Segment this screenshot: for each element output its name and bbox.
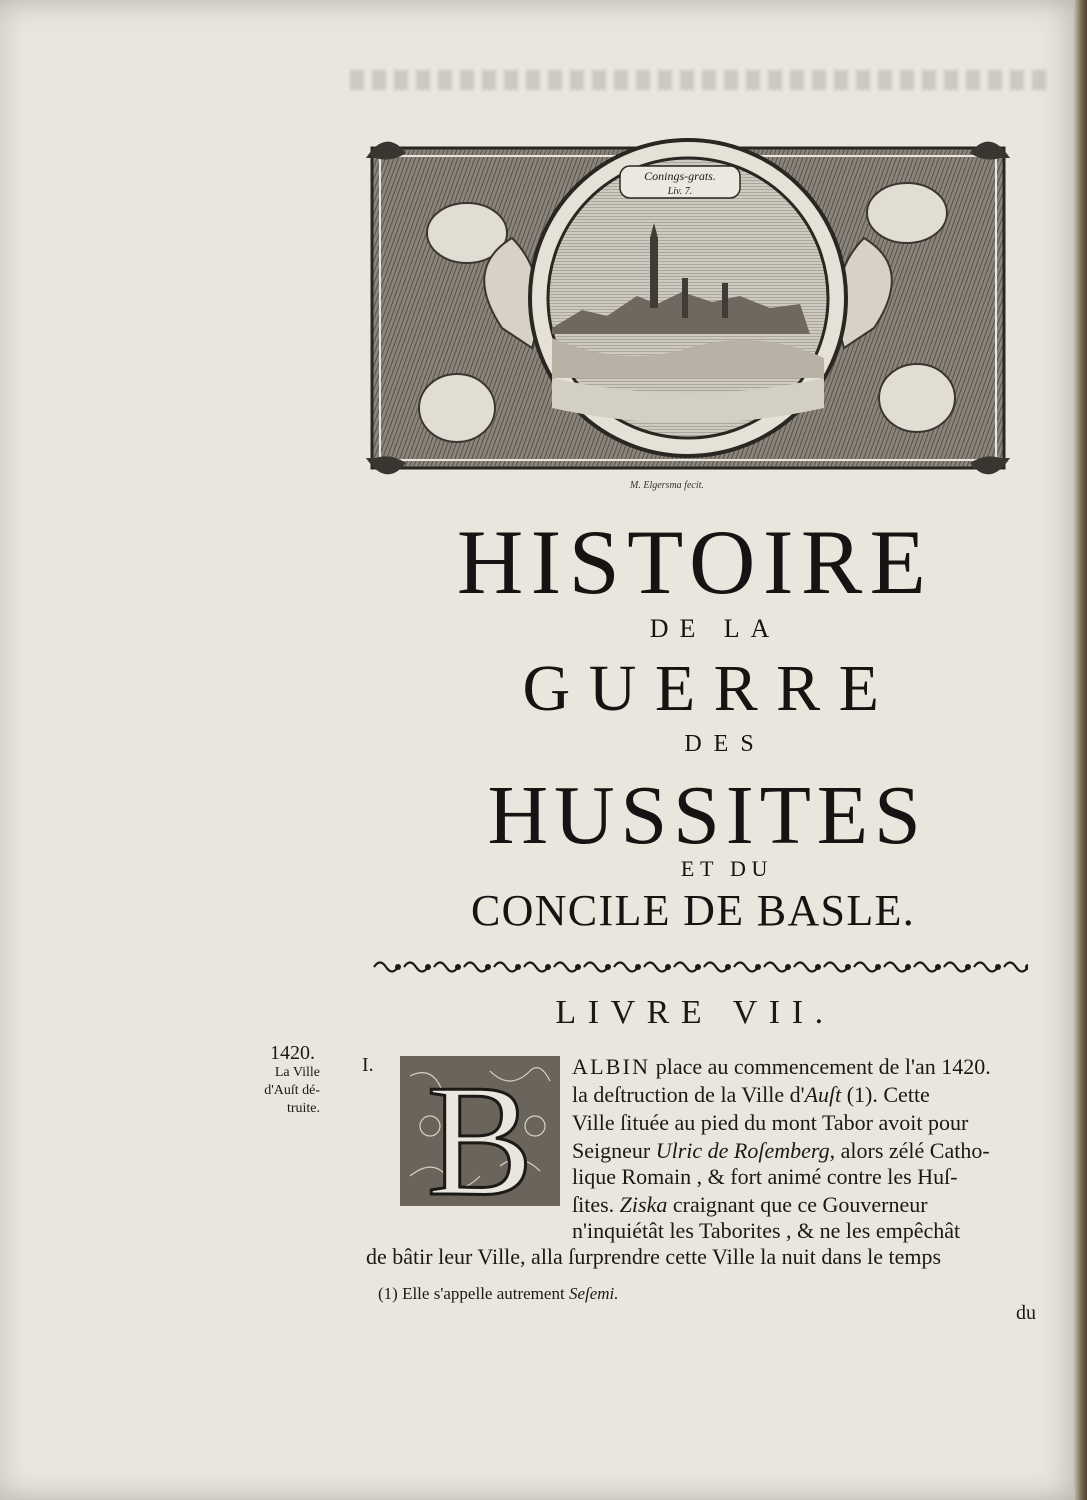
fleuron-dot (695, 964, 701, 970)
place-name: Auſt (804, 1082, 842, 1107)
footnote-italic: Seſemi. (568, 1284, 619, 1303)
fleuron-scroll (794, 963, 818, 972)
fleuron-scroll (464, 963, 488, 972)
fleuron-dot (635, 964, 641, 970)
fleuron-dot (995, 964, 1001, 970)
fleuron-scroll (404, 963, 428, 972)
book-heading: LIVRE VII. (555, 994, 835, 1031)
fleuron-scroll (854, 963, 878, 972)
engraved-headpiece (362, 128, 1014, 488)
fleuron-scroll (374, 963, 398, 972)
body-line (572, 1192, 928, 1218)
fleuron-scroll (914, 963, 938, 972)
catchword: du (1016, 1302, 1036, 1324)
fleuron-ornament (368, 956, 1028, 978)
body-line (572, 1138, 990, 1164)
fleuron-scroll (644, 963, 668, 972)
fleuron-scroll (704, 963, 728, 972)
title-des: DES (684, 731, 766, 757)
fleuron-dot (545, 964, 551, 970)
show-through-text (350, 70, 1050, 90)
body-line: lique Romain , & fort animé contre les Huſ- (572, 1164, 958, 1189)
body-line (572, 1082, 930, 1108)
fleuron-dot (725, 964, 731, 970)
footnote-text: (1) Elle s'appelle autrement (378, 1284, 569, 1303)
fleuron-scroll (614, 963, 638, 972)
title-et-du: ET DU (680, 856, 774, 881)
fleuron-dot (965, 964, 971, 970)
fleuron-dot (485, 964, 491, 970)
margin-note-line: d'Auſt dé- (264, 1083, 320, 1098)
title-concile: CONCILE DE BASLE. (470, 886, 916, 935)
line-text: (1). Cette (841, 1082, 930, 1107)
fleuron-scroll (1004, 963, 1028, 972)
fleuron-scroll (944, 963, 968, 972)
fleuron-dot (425, 964, 431, 970)
body-line (572, 1054, 991, 1080)
title-guerre: GUERRE (522, 652, 898, 725)
footnote (378, 1284, 619, 1304)
line-text: Seigneur (572, 1138, 656, 1163)
margin-note-line: truite. (286, 1101, 320, 1116)
fleuron-scroll (434, 963, 458, 972)
fleuron-scroll (824, 963, 848, 972)
fleuron-dot (575, 964, 581, 970)
margin-note (240, 1064, 320, 1118)
fleuron-dot (845, 964, 851, 970)
fleuron-dot (815, 964, 821, 970)
fleuron-scroll (494, 963, 518, 972)
line-text: la deſtruction de la Ville d' (572, 1082, 805, 1107)
line-text: ſites. (572, 1192, 620, 1217)
title-de-la: DE LA (649, 614, 781, 643)
fleuron-scroll (734, 963, 758, 972)
fleuron-dot (755, 964, 761, 970)
fleuron-dot (785, 964, 791, 970)
first-word: ALBIN (572, 1054, 651, 1079)
body-line: de bâtir leur Ville, alla ſurprendre cette Ville la nuit dans le temps (366, 1244, 942, 1269)
fleuron-scroll (974, 963, 998, 972)
margin-note-line: La Ville (274, 1065, 320, 1080)
fleuron-dot (665, 964, 671, 970)
fleuron-dot (935, 964, 941, 970)
person-name: Ziska (619, 1192, 668, 1217)
cartouche-label: Conings-grats. (644, 169, 716, 183)
person-name: Ulric de Roſemberg (655, 1138, 830, 1163)
fleuron-dot (395, 964, 401, 970)
dropcap-letter: B (426, 1056, 534, 1206)
decorated-dropcap (400, 1056, 560, 1206)
line-text: craignant que ce Gouverneur (667, 1192, 928, 1217)
cartouche-sub: Liv. 7. (667, 186, 693, 197)
fleuron-scroll (584, 963, 608, 972)
paragraph-number: I. (362, 1054, 374, 1076)
fleuron-scroll (884, 963, 908, 972)
body-line: n'inquiétât les Taborites , & ne les empêchât (572, 1218, 961, 1243)
fleuron-dot (905, 964, 911, 970)
fleuron-scroll (674, 963, 698, 972)
margin-year: 1420. (270, 1042, 315, 1064)
title-histoire: HISTOIRE (456, 511, 934, 613)
fleuron-scroll (524, 963, 548, 972)
title-hussites: HUSSITES (487, 769, 927, 862)
fleuron-dot (515, 964, 521, 970)
fleuron-dot (875, 964, 881, 970)
fleuron-dot (455, 964, 461, 970)
line-text: place au commencement de l'an 1420. (655, 1054, 991, 1079)
fleuron-scroll (764, 963, 788, 972)
line-text: , alors zélé Catho- (829, 1138, 990, 1163)
page-edge (1073, 0, 1087, 1500)
body-line: Ville ſituée au pied du mont Tabor avoit pour (572, 1110, 969, 1135)
fleuron-scroll (554, 963, 578, 972)
engraver-credit: M. Elgersma fecit. (630, 480, 704, 491)
fleuron-dot (605, 964, 611, 970)
